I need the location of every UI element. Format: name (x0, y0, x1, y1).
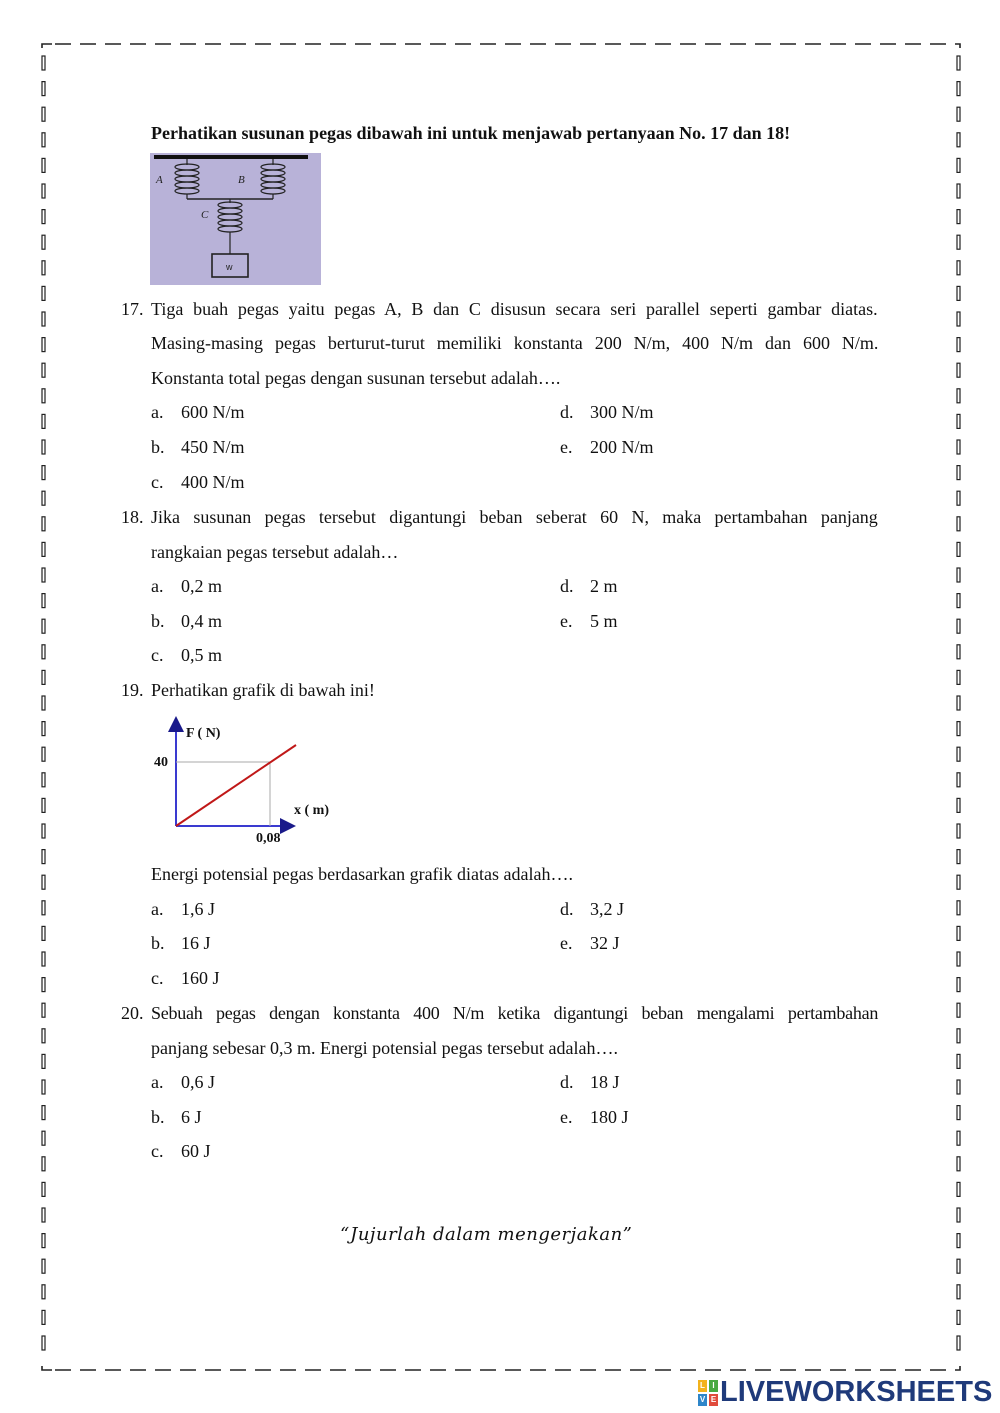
border-mark (42, 978, 45, 992)
border-mark (957, 1336, 960, 1350)
border-mark (957, 466, 960, 480)
border-mark (957, 1106, 960, 1120)
border-mark (42, 619, 45, 633)
q19-option-e[interactable]: e. 32 J (560, 933, 620, 953)
border-mark (42, 850, 45, 864)
q20-number: 20. (121, 1003, 144, 1023)
y-axis-label: F ( N) (186, 726, 221, 741)
border-mark (42, 1080, 45, 1094)
border-mark (42, 824, 45, 838)
q17-line-1: Tiga buah pegas yaitu pegas A, B dan C disusun secara seri parallel seperti gambar diatas. (151, 299, 878, 319)
border-mark (957, 338, 960, 352)
border-mark (42, 747, 45, 761)
border-mark (42, 184, 45, 198)
border-mark (957, 619, 960, 633)
force-line (176, 745, 296, 826)
label-spring-b: B (238, 174, 245, 186)
q20-option-b[interactable]: b. 6 J (151, 1107, 202, 1127)
q18-number: 18. (121, 507, 144, 527)
border-mark (957, 1259, 960, 1273)
border-mark (42, 1157, 45, 1171)
border-mark (42, 1003, 45, 1017)
border-mark (957, 798, 960, 812)
q18-line-1: Jika susunan pegas tersebut digantungi beban seberat 60 N, maka pertambahan panjang (151, 507, 878, 527)
q19-option-a[interactable]: a. 1,6 J (151, 899, 216, 919)
border-mark (957, 82, 960, 96)
border-mark (957, 824, 960, 838)
border-mark (957, 389, 960, 403)
border-mark (957, 670, 960, 684)
q18-line-2: rangkaian pegas tersebut adalah… (151, 542, 399, 562)
border-mark (957, 773, 960, 787)
border-mark (42, 722, 45, 736)
q18-option-a[interactable]: a. 0,2 m (151, 576, 223, 596)
q17-option-b[interactable]: b. 450 N/m (151, 437, 245, 457)
q19-question: Energi potensial pegas berdasarkan grafik diatas adalah…. (151, 864, 574, 884)
border-mark (957, 517, 960, 531)
liveworksheets-brand[interactable]: LIVEWORKSHEETS (720, 1376, 993, 1408)
border-mark (42, 1336, 45, 1350)
border-mark (957, 645, 960, 659)
border-mark (957, 235, 960, 249)
q19-number: 19. (121, 680, 144, 700)
q20-option-c[interactable]: c. 60 J (151, 1141, 211, 1161)
q17-option-a[interactable]: a. 600 N/m (151, 402, 245, 422)
border-mark (42, 1208, 45, 1222)
border-mark (957, 850, 960, 864)
border-mark (957, 1029, 960, 1043)
border-mark (42, 568, 45, 582)
liveworksheets-logo-icon: L I V E (699, 1381, 717, 1404)
q19-option-d[interactable]: d. 3,2 J (560, 899, 625, 919)
border-mark (957, 747, 960, 761)
border-mark (957, 414, 960, 428)
q17-number: 17. (121, 299, 144, 319)
border-mark (957, 1182, 960, 1196)
y-value-label: 40 (154, 755, 168, 770)
instruction-text: Perhatikan susunan pegas dibawah ini untuk menjawab pertanyaan No. 17 dan 18! (151, 123, 791, 143)
border-mark (42, 773, 45, 787)
border-mark (42, 338, 45, 352)
border-mark (42, 440, 45, 454)
border-mark (957, 1234, 960, 1248)
q20-option-e[interactable]: e. 180 J (560, 1107, 629, 1127)
border-mark (957, 363, 960, 377)
spring-arrangement-figure (150, 153, 321, 285)
border-mark (42, 82, 45, 96)
border-mark (957, 107, 960, 121)
border-mark (957, 1310, 960, 1324)
border-mark (957, 926, 960, 940)
border-mark (957, 1054, 960, 1068)
q18-option-e[interactable]: e. 5 m (560, 611, 618, 631)
border-mark (957, 491, 960, 505)
border-mark (957, 312, 960, 326)
border-mark (42, 1182, 45, 1196)
motto-text: “Jujurlah dalam mengerjakan” (340, 1224, 633, 1245)
border-mark (957, 440, 960, 454)
border-mark (42, 491, 45, 505)
border-mark (42, 1259, 45, 1273)
q17-option-d[interactable]: d. 300 N/m (560, 402, 654, 422)
border-mark (42, 1285, 45, 1299)
border-mark (42, 363, 45, 377)
force-extension-graph (148, 716, 358, 850)
border-mark (42, 312, 45, 326)
border-mark (42, 56, 45, 70)
border-mark (42, 517, 45, 531)
q18-option-c[interactable]: c. 0,5 m (151, 645, 223, 665)
border-mark (42, 952, 45, 966)
border-mark (42, 696, 45, 710)
border-mark (957, 1208, 960, 1222)
border-mark (42, 1234, 45, 1248)
label-spring-a: A (156, 174, 163, 186)
border-mark (957, 133, 960, 147)
q18-option-d[interactable]: d. 2 m (560, 576, 618, 596)
q19-option-b[interactable]: b. 16 J (151, 933, 211, 953)
border-mark (957, 875, 960, 889)
border-mark (957, 184, 960, 198)
q20-line-2: panjang sebesar 0,3 m. Energi potensial pegas tersebut adalah…. (151, 1038, 619, 1058)
x-axis-label: x ( m) (294, 803, 329, 818)
border-mark (957, 1157, 960, 1171)
border-mark (42, 389, 45, 403)
q17-option-e[interactable]: e. 200 N/m (560, 437, 654, 457)
border-mark (957, 978, 960, 992)
border-mark (42, 645, 45, 659)
q17-option-c[interactable]: c. 400 N/m (151, 472, 245, 492)
border-mark (957, 901, 960, 915)
q20-option-a[interactable]: a. 0,6 J (151, 1072, 216, 1092)
border-mark (42, 1131, 45, 1145)
border-mark (42, 210, 45, 224)
border-mark (957, 594, 960, 608)
border-mark (957, 722, 960, 736)
border-mark (957, 1131, 960, 1145)
border-mark (42, 901, 45, 915)
q17-line-3: Konstanta total pegas dengan susunan tersebut adalah…. (151, 368, 561, 388)
border-mark (957, 286, 960, 300)
border-mark (42, 107, 45, 121)
border-mark (42, 1029, 45, 1043)
border-mark (957, 261, 960, 275)
border-mark (957, 696, 960, 710)
border-mark (42, 133, 45, 147)
border-mark (42, 594, 45, 608)
border-mark (42, 235, 45, 249)
q18-option-b[interactable]: b. 0,4 m (151, 611, 223, 631)
q17-line-2: Masing-masing pegas berturut-turut memiliki konstanta 200 N/m, 400 N/m dan 600 N/m. (151, 333, 879, 353)
border-mark (957, 158, 960, 172)
q19-line-1: Perhatikan grafik di bawah ini! (151, 680, 375, 700)
border-mark (42, 1310, 45, 1324)
x-value-label: 0,08 (256, 831, 281, 846)
q20-option-d[interactable]: d. 18 J (560, 1072, 620, 1092)
border-mark (957, 952, 960, 966)
border-mark (42, 542, 45, 556)
border-mark (957, 568, 960, 582)
border-mark (42, 286, 45, 300)
border-mark (957, 542, 960, 556)
border-mark (42, 798, 45, 812)
border-mark (42, 1106, 45, 1120)
border-mark (42, 414, 45, 428)
label-spring-c: C (201, 209, 209, 221)
border-mark (42, 670, 45, 684)
border-mark (957, 56, 960, 70)
border-mark (42, 926, 45, 940)
border-mark (42, 261, 45, 275)
border-mark (957, 210, 960, 224)
border-mark (957, 1080, 960, 1094)
label-weight: w (226, 262, 233, 272)
q20-line-1: Sebuah pegas dengan konstanta 400 N/m ketika digantungi beban mengalami pertambahan (151, 1003, 879, 1023)
border-mark (957, 1285, 960, 1299)
border-mark (42, 1054, 45, 1068)
border-mark (42, 875, 45, 889)
q19-option-c[interactable]: c. 160 J (151, 968, 220, 988)
border-mark (42, 466, 45, 480)
border-mark (42, 158, 45, 172)
border-mark (957, 1003, 960, 1017)
